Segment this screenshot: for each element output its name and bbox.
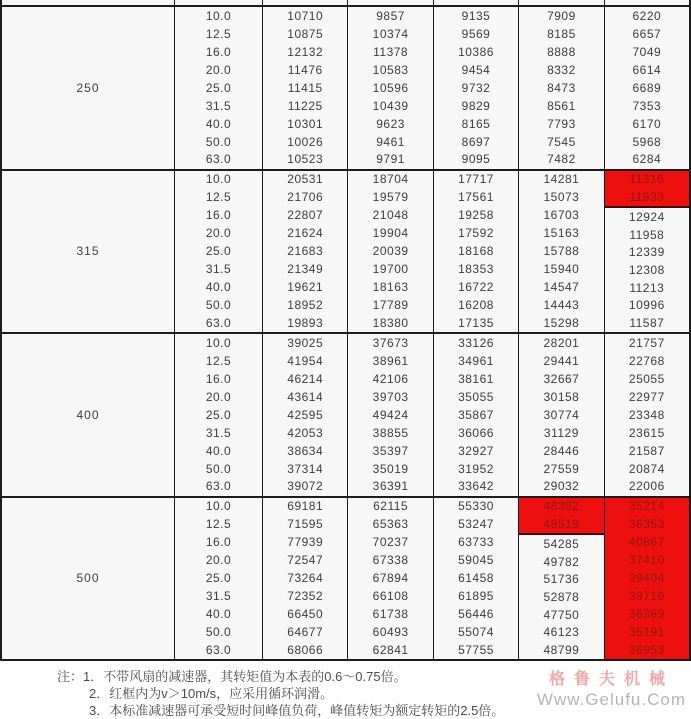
ratio-column xyxy=(174,171,262,333)
value-cell: 6170 xyxy=(632,116,662,131)
value-cell: 51736 xyxy=(543,572,580,587)
value-cell: 9461 xyxy=(376,134,405,149)
ratio-cell: 20.0 xyxy=(205,553,232,568)
ratio-cell: 16.0 xyxy=(205,208,232,223)
value-cell: 8697 xyxy=(461,134,491,149)
value-column xyxy=(604,171,689,333)
ratio-cell: 25.0 xyxy=(205,244,232,259)
value-cell: 22006 xyxy=(628,479,665,494)
group-cell xyxy=(2,7,174,169)
ratio-cell: 50.0 xyxy=(205,461,232,476)
value-cell: 73264 xyxy=(287,571,324,586)
value-cell: 6220 xyxy=(632,8,662,23)
group-label: 500 xyxy=(76,571,100,586)
value-cell: 31129 xyxy=(543,425,579,440)
value-cell: 35397 xyxy=(372,443,409,458)
value-cell: 39025 xyxy=(287,335,324,350)
value-cell-highlighted: 35191 xyxy=(605,623,689,641)
value-column xyxy=(262,498,347,660)
value-cell: 7793 xyxy=(547,116,576,131)
ratio-cell: 63.0 xyxy=(205,152,232,167)
value-cell: 49782 xyxy=(543,554,580,569)
value-cell: 36066 xyxy=(458,425,494,440)
value-cell-highlighted: 36353 xyxy=(605,515,689,533)
value-cell: 19893 xyxy=(287,315,324,330)
value-cell: 16208 xyxy=(458,298,494,313)
value-cell: 11378 xyxy=(373,44,409,59)
value-cell: 27559 xyxy=(543,461,580,476)
value-cell: 8332 xyxy=(547,62,576,77)
value-cell: 5968 xyxy=(632,134,662,149)
value-cell: 46123 xyxy=(543,625,580,640)
value-column xyxy=(347,498,432,660)
note-1: 注：1．不带风扇的减速器，其转矩值为本表的0.6～0.75倍。 xyxy=(57,669,407,684)
value-cell: 19700 xyxy=(372,262,409,277)
value-cell: 18168 xyxy=(458,244,494,259)
value-cell: 8165 xyxy=(461,116,491,131)
ratio-column xyxy=(174,334,262,496)
value-cell: 68066 xyxy=(287,642,324,657)
value-cell: 57755 xyxy=(458,642,494,657)
ratio-cell: 16.0 xyxy=(205,371,232,386)
value-cell: 17561 xyxy=(458,190,494,205)
value-cell: 15073 xyxy=(543,190,580,205)
value-column xyxy=(604,7,689,169)
value-cell: 9857 xyxy=(376,8,405,23)
value-cell: 7545 xyxy=(547,134,576,149)
ratio-cell: 31.5 xyxy=(205,262,232,277)
value-cell: 72352 xyxy=(287,589,324,604)
value-cell: 10710 xyxy=(287,8,324,23)
value-cell: 10596 xyxy=(372,80,409,95)
ratio-cell: 40.0 xyxy=(205,443,232,458)
value-cell: 42106 xyxy=(372,371,409,386)
value-cell: 32667 xyxy=(543,371,580,386)
value-cell: 28446 xyxy=(543,443,580,458)
value-cell: 14547 xyxy=(543,280,580,295)
value-cell: 32927 xyxy=(458,443,494,458)
value-cell: 8473 xyxy=(547,80,576,95)
top-strip-cell xyxy=(347,0,432,5)
value-cell: 11213 xyxy=(629,280,665,295)
value-cell: 8561 xyxy=(547,98,576,113)
value-cell: 18952 xyxy=(287,298,324,313)
value-cell: 7482 xyxy=(547,152,576,167)
value-column xyxy=(347,334,432,496)
value-cell: 53247 xyxy=(458,517,494,532)
value-cell: 20531 xyxy=(287,172,324,187)
value-cell: 49424 xyxy=(372,407,409,422)
value-cell: 21587 xyxy=(628,443,665,458)
value-cell: 35867 xyxy=(458,407,494,422)
value-cell: 67338 xyxy=(372,553,409,568)
ratio-cell: 12.5 xyxy=(205,26,232,41)
value-cell: 10996 xyxy=(628,298,665,313)
value-cell: 10026 xyxy=(287,134,324,149)
value-column xyxy=(433,498,518,660)
value-cell: 21048 xyxy=(372,208,409,223)
ratio-cell: 20.0 xyxy=(205,62,232,77)
value-cell: 69181 xyxy=(287,499,324,514)
ratio-cell: 63.0 xyxy=(205,642,232,657)
value-cell: 65363 xyxy=(372,517,409,532)
value-cell: 36391 xyxy=(372,479,409,494)
value-cell: 46214 xyxy=(287,371,324,386)
value-cell: 17789 xyxy=(372,298,409,313)
value-cell: 38634 xyxy=(287,443,324,458)
value-cell: 7353 xyxy=(632,98,662,113)
value-cell: 37673 xyxy=(372,335,409,350)
value-cell: 19258 xyxy=(458,208,494,223)
top-strip-cell xyxy=(2,0,174,5)
value-cell-highlighted: 36369 xyxy=(605,605,689,623)
value-cell: 9095 xyxy=(461,152,491,167)
value-cell: 30774 xyxy=(543,407,580,422)
value-cell: 66108 xyxy=(372,589,409,604)
value-cell: 42053 xyxy=(287,425,324,440)
ratio-cell: 40.0 xyxy=(205,607,232,622)
value-column xyxy=(518,498,603,660)
value-cell: 72547 xyxy=(287,553,324,568)
value-cell: 35019 xyxy=(372,461,409,476)
value-cell: 37314 xyxy=(287,461,324,476)
value-cell: 14443 xyxy=(543,298,580,313)
value-cell: 11587 xyxy=(629,316,665,331)
value-cell: 30158 xyxy=(543,389,580,404)
value-cell: 55074 xyxy=(458,625,494,640)
value-cell: 6657 xyxy=(632,26,662,41)
value-cell: 9829 xyxy=(461,98,491,113)
value-column xyxy=(433,7,518,169)
top-strip-cell xyxy=(433,0,518,5)
top-strip-cell xyxy=(262,0,347,5)
value-cell: 61895 xyxy=(458,589,494,604)
table-block-400 xyxy=(2,332,689,496)
value-cell: 18163 xyxy=(372,280,409,295)
group-label: 315 xyxy=(76,244,100,259)
value-cell: 66450 xyxy=(287,607,324,622)
value-cell: 22768 xyxy=(628,353,665,368)
ratio-cell: 31.5 xyxy=(205,98,232,113)
ratio-cell: 12.5 xyxy=(205,353,232,368)
ratio-cell: 40.0 xyxy=(205,116,232,131)
ratio-cell: 10.0 xyxy=(205,8,232,23)
value-cell: 38161 xyxy=(458,371,494,386)
value-cell: 7909 xyxy=(547,8,576,23)
value-cell: 63733 xyxy=(458,535,494,550)
value-cell: 12132 xyxy=(287,44,324,59)
ratio-cell: 12.5 xyxy=(205,517,232,532)
value-cell: 15788 xyxy=(543,244,580,259)
value-cell: 64677 xyxy=(287,625,324,640)
value-cell: 59045 xyxy=(458,553,494,568)
value-cell: 33126 xyxy=(458,335,494,350)
value-cell: 23615 xyxy=(628,425,665,440)
group-cell xyxy=(2,171,174,333)
ratio-cell: 63.0 xyxy=(205,315,232,330)
value-cell: 17135 xyxy=(458,315,494,330)
group-label: 250 xyxy=(76,80,100,95)
value-cell: 56446 xyxy=(458,607,494,622)
value-cell: 19904 xyxy=(372,226,409,241)
value-cell-highlighted: 35214 xyxy=(605,498,689,516)
value-cell: 77939 xyxy=(287,535,324,550)
value-cell: 23348 xyxy=(628,407,665,422)
table-block-315 xyxy=(2,169,689,333)
value-cell-highlighted: 39716 xyxy=(605,587,689,605)
ratio-cell: 20.0 xyxy=(205,226,232,241)
value-cell: 60493 xyxy=(372,625,409,640)
value-column xyxy=(604,498,689,660)
value-cell: 9623 xyxy=(376,116,405,131)
value-column xyxy=(433,171,518,333)
value-cell: 29032 xyxy=(543,479,580,494)
value-column xyxy=(262,171,347,333)
value-cell: 15163 xyxy=(543,226,580,241)
value-cell: 31952 xyxy=(458,461,494,476)
value-cell: 19621 xyxy=(287,280,324,295)
value-cell: 35055 xyxy=(458,389,494,404)
ratio-cell: 10.0 xyxy=(205,335,232,350)
value-cell: 7049 xyxy=(632,44,662,59)
value-cell: 9135 xyxy=(461,8,491,23)
value-cell: 12308 xyxy=(628,262,665,277)
value-cell: 6689 xyxy=(632,80,662,95)
value-cell: 16722 xyxy=(458,280,494,295)
watermark-url: Www.Gelufu.Com xyxy=(536,690,686,709)
value-cell: 22807 xyxy=(287,208,324,223)
value-cell: 8185 xyxy=(547,26,576,41)
value-cell: 71595 xyxy=(287,517,324,532)
ratio-cell: 50.0 xyxy=(205,134,232,149)
watermark xyxy=(537,670,686,710)
value-cell-highlighted: 11316 xyxy=(605,171,689,189)
value-cell: 54285 xyxy=(543,536,580,551)
value-cell: 61738 xyxy=(372,607,409,622)
ratio-cell: 16.0 xyxy=(205,535,232,550)
value-cell: 11225 xyxy=(287,98,323,113)
ratio-cell: 25.0 xyxy=(205,407,232,422)
value-cell: 8888 xyxy=(547,44,576,59)
note-3: 3．本标准减速器可承受短时间峰值负荷，峰值转矩为额定转矩的2.5倍。 xyxy=(89,703,505,718)
value-cell: 34961 xyxy=(458,353,494,368)
value-column xyxy=(347,7,432,169)
value-cell: 10374 xyxy=(372,26,409,41)
value-cell: 70237 xyxy=(372,535,409,550)
value-cell: 6284 xyxy=(632,152,662,167)
value-cell: 16703 xyxy=(543,208,580,223)
value-cell: 67894 xyxy=(372,571,409,586)
value-cell: 9569 xyxy=(461,26,491,41)
value-cell: 11415 xyxy=(287,80,323,95)
ratio-cell: 40.0 xyxy=(205,280,232,295)
top-strip-cell xyxy=(518,0,603,5)
value-cell-highlighted: 11933 xyxy=(605,188,689,208)
value-cell: 9454 xyxy=(461,62,491,77)
value-cell: 14281 xyxy=(543,172,580,187)
value-cell: 10875 xyxy=(287,26,324,41)
value-cell: 9732 xyxy=(461,80,491,95)
value-cell: 55330 xyxy=(458,499,494,514)
group-label: 400 xyxy=(76,407,100,422)
value-cell: 48799 xyxy=(543,643,580,658)
value-column xyxy=(604,334,689,496)
value-cell: 6614 xyxy=(632,62,662,77)
ratio-cell: 25.0 xyxy=(205,571,232,586)
ratio-cell: 63.0 xyxy=(205,479,232,494)
value-cell: 41954 xyxy=(287,353,324,368)
value-cell: 11958 xyxy=(629,227,665,242)
ratio-cell: 12.5 xyxy=(205,190,232,205)
value-cell-highlighted: 39404 xyxy=(605,569,689,587)
value-column xyxy=(262,334,347,496)
value-column xyxy=(518,334,603,496)
value-cell: 12924 xyxy=(628,209,665,224)
value-cell-highlighted: 37410 xyxy=(605,551,689,569)
value-cell: 42595 xyxy=(287,407,324,422)
value-cell: 39072 xyxy=(287,479,324,494)
value-cell: 62115 xyxy=(373,499,409,514)
watermark-brand-cn: 格鲁夫机械 xyxy=(548,671,674,688)
value-cell: 25055 xyxy=(628,371,665,386)
value-cell: 21706 xyxy=(287,190,324,205)
ratio-cell: 16.0 xyxy=(205,44,232,59)
value-cell: 43614 xyxy=(287,389,324,404)
value-column xyxy=(433,334,518,496)
value-cell: 61458 xyxy=(458,571,494,586)
value-cell: 47750 xyxy=(543,607,580,622)
value-cell: 38855 xyxy=(372,425,409,440)
value-cell: 17592 xyxy=(458,226,494,241)
value-cell: 39703 xyxy=(372,389,409,404)
value-cell: 10386 xyxy=(458,44,494,59)
value-cell: 20039 xyxy=(372,244,409,259)
value-cell: 21349 xyxy=(287,262,324,277)
value-cell: 10523 xyxy=(287,152,324,167)
top-strip-cell xyxy=(174,0,262,5)
value-cell: 62841 xyxy=(372,642,409,657)
value-cell: 18380 xyxy=(372,315,409,330)
ratio-cell: 31.5 xyxy=(205,425,232,440)
ratio-column xyxy=(174,498,262,660)
value-cell: 19579 xyxy=(372,190,409,205)
value-column xyxy=(518,171,603,333)
value-cell: 52878 xyxy=(543,589,580,604)
group-cell xyxy=(2,334,174,496)
ratio-column xyxy=(174,7,262,169)
value-cell: 21683 xyxy=(287,244,324,259)
value-column xyxy=(347,171,432,333)
value-column xyxy=(518,7,603,169)
value-cell-highlighted: 36953 xyxy=(605,641,689,659)
value-cell-highlighted: 40867 xyxy=(605,533,689,551)
value-cell: 28201 xyxy=(543,335,580,350)
value-cell: 11476 xyxy=(287,62,323,77)
note-2: 2．红框内为v＞10m/s，应采用循环润滑。 xyxy=(89,686,334,701)
table-block-250 xyxy=(2,7,689,169)
value-cell: 18704 xyxy=(372,172,409,187)
table-block-500 xyxy=(2,496,689,660)
value-column xyxy=(262,7,347,169)
ratio-cell: 31.5 xyxy=(205,589,232,604)
value-cell: 17717 xyxy=(458,172,494,187)
value-cell: 15940 xyxy=(543,262,580,277)
ratio-cell: 50.0 xyxy=(205,298,232,313)
value-cell: 21757 xyxy=(628,335,665,350)
top-strip-cell xyxy=(604,0,689,5)
value-cell: 22977 xyxy=(628,389,665,404)
value-cell: 21624 xyxy=(287,226,324,241)
value-cell: 29441 xyxy=(543,353,580,368)
ratio-cell: 10.0 xyxy=(205,172,232,187)
value-cell: 12339 xyxy=(628,245,665,260)
ratio-cell: 50.0 xyxy=(205,625,232,640)
group-cell xyxy=(2,498,174,660)
value-cell: 10439 xyxy=(372,98,409,113)
value-cell-highlighted: 48382 xyxy=(519,498,603,516)
value-cell: 10301 xyxy=(287,116,324,131)
value-cell: 33642 xyxy=(458,479,494,494)
value-cell: 38961 xyxy=(372,353,409,368)
ratio-cell: 20.0 xyxy=(205,389,232,404)
value-cell-highlighted: 48519 xyxy=(519,515,603,535)
value-cell: 10583 xyxy=(372,62,409,77)
value-cell: 15298 xyxy=(543,315,580,330)
value-cell: 9791 xyxy=(376,152,405,167)
ratio-cell: 25.0 xyxy=(205,80,232,95)
value-cell: 18353 xyxy=(458,262,494,277)
table-top-partial-row xyxy=(2,0,689,7)
value-cell: 20874 xyxy=(628,461,665,476)
ratio-cell: 10.0 xyxy=(205,499,232,514)
